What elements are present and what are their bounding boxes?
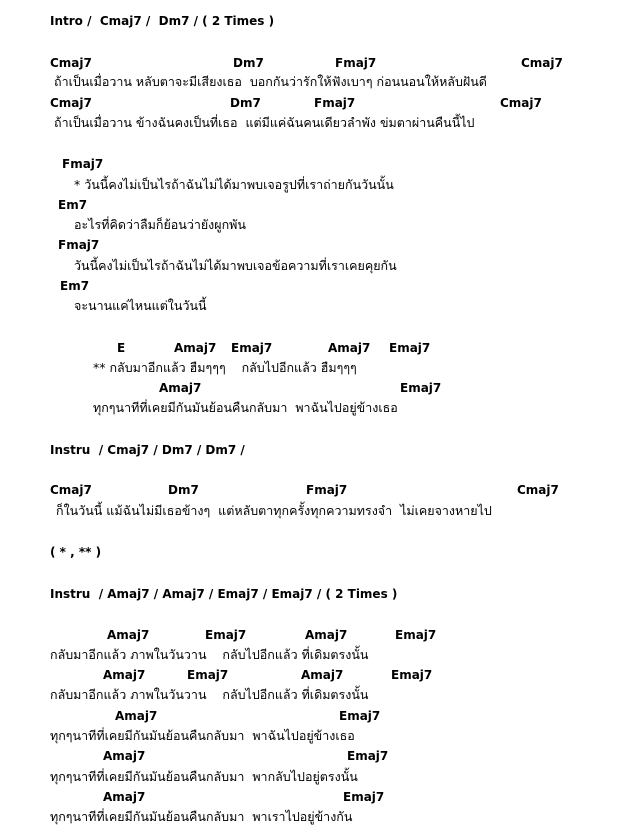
- lyric-line: ทุกๆนาทีที่เคยมีกันมันย้อนคืนกลับมา พาเราไปอยู่ข้างกัน: [50, 809, 353, 824]
- lyric-line: กลับมาอีกแล้ว ภาพในวันวาน กลับไปอีกแล้ว ที่เดิมตรงนั้น: [50, 647, 369, 662]
- chord: Amaj7: [103, 668, 146, 682]
- chord: Fmaj7: [335, 56, 377, 70]
- lyric-line: * วันนี้คงไม่เป็นไรถ้าฉันไม่ได้มาพบเจอรูปที่เราถ่ายกันวันนั้น: [74, 177, 394, 192]
- lyric-line: ทุกๆนาทีที่เคยมีกันมันย้อนคืนกลับมา พาฉันไปอยู่ข้างเธอ: [93, 400, 398, 415]
- chord: Amaj7: [305, 628, 348, 642]
- chord: Dm7: [233, 56, 264, 70]
- chord: Emaj7: [389, 341, 431, 355]
- chord: Amaj7: [159, 381, 202, 395]
- lyric-line: ก็ในวันนี้ แม้ฉันไม่มีเธอข้างๆ แต่หลับตาทุกครั้งทุกความทรงจำ ไม่เคยจางหายไป: [56, 503, 492, 518]
- chord: Em7: [58, 198, 88, 212]
- chord: Emaj7: [391, 668, 433, 682]
- lyric-line: ** กลับมาอีกแล้ว ฮืมๆๆๆ กลับไปอีกแล้ว ฮืมๆๆๆ: [93, 360, 357, 375]
- chord: Amaj7: [107, 628, 150, 642]
- lyric-line: กลับมาอีกแล้ว ภาพในวันวาน กลับไปอีกแล้ว ที่เดิมตรงนั้น: [50, 687, 369, 702]
- chord: E: [117, 341, 126, 355]
- chord: Emaj7: [205, 628, 247, 642]
- chord: Fmaj7: [306, 483, 348, 497]
- lyric-line: ทุกๆนาทีที่เคยมีกันมันย้อนคืนกลับมา พากลับไปอยู่ตรงนั้น: [50, 769, 358, 784]
- lyric-line: ทุกๆนาทีที่เคยมีกันมันย้อนคืนกลับมา พาฉันไปอยู่ข้างเธอ: [50, 728, 355, 743]
- chord: Cmaj7: [517, 483, 559, 497]
- lyric-line: ถ้าเป็นเมื่อวาน หลับตาจะมีเสียงเธอ บอกกันว่ารักให้ฟังเบาๆ ก่อนนอนให้หลับฝันดี: [54, 74, 487, 89]
- chord: Amaj7: [115, 709, 158, 723]
- chord: Dm7: [168, 483, 199, 497]
- chord: Em7: [60, 279, 90, 293]
- repeat-line: ( * , ** ): [50, 545, 102, 559]
- chord: Fmaj7: [62, 157, 104, 171]
- chord: Amaj7: [301, 668, 344, 682]
- chord: Cmaj7: [50, 96, 92, 110]
- intro-line: Intro / Cmaj7 / Dm7 / ( 2 Times ): [50, 14, 275, 28]
- chord: Emaj7: [347, 749, 389, 763]
- lyric-line: ถ้าเป็นเมื่อวาน ข้างฉันคงเป็นที่เธอ แต่มีแค่ฉันคนเดียวลำพัง ข่มตาผ่านคืนนี้ไป: [54, 115, 475, 130]
- instru-line: Instru / Amaj7 / Amaj7 / Emaj7 / Emaj7 / ( 2 Times ): [50, 587, 398, 601]
- chord: Cmaj7: [500, 96, 542, 110]
- chord: Cmaj7: [50, 56, 92, 70]
- chord: Cmaj7: [50, 483, 92, 497]
- lyric-line: วันนี้คงไม่เป็นไรถ้าฉันไม่ได้มาพบเจอข้อความที่เราเคยคุยกัน: [74, 258, 397, 273]
- lyric-line: จะนานแค่ไหนแต่ในวันนี้: [74, 298, 207, 313]
- chord: Emaj7: [187, 668, 229, 682]
- chord: Amaj7: [328, 341, 371, 355]
- chord: Emaj7: [231, 341, 273, 355]
- chord: Dm7: [230, 96, 261, 110]
- chord: Cmaj7: [521, 56, 563, 70]
- chord: Amaj7: [103, 790, 146, 804]
- chord: Emaj7: [395, 628, 437, 642]
- chord: Fmaj7: [58, 238, 100, 252]
- lyric-line: อะไรที่คิดว่าลืมก็ย้อนว่ายังผูกพัน: [74, 217, 246, 232]
- chord: Emaj7: [339, 709, 381, 723]
- chord: Amaj7: [174, 341, 217, 355]
- chord: Fmaj7: [314, 96, 356, 110]
- instru-line: Instru / Cmaj7 / Dm7 / Dm7 /: [50, 443, 245, 457]
- chord: Emaj7: [343, 790, 385, 804]
- chord: Amaj7: [103, 749, 146, 763]
- chord: Emaj7: [400, 381, 442, 395]
